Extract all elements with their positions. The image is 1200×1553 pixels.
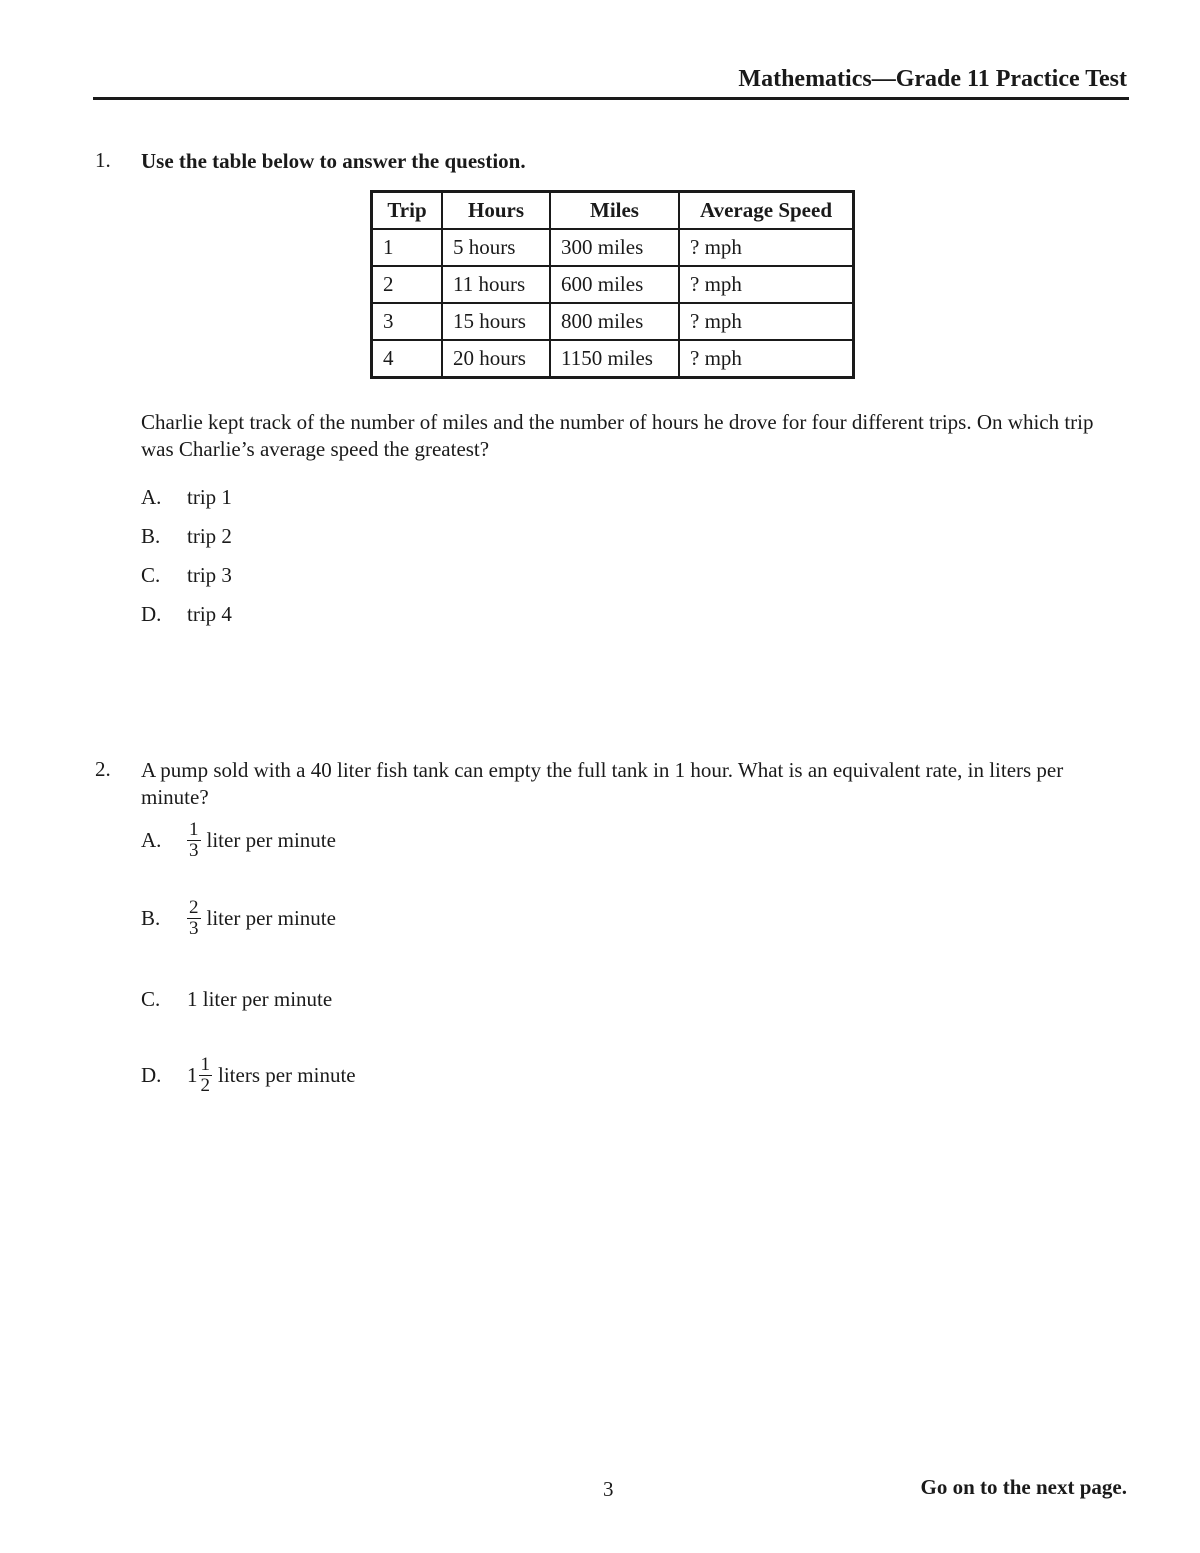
- question-2-option-b[interactable]: [141, 898, 336, 939]
- fraction-denominator: 3: [189, 840, 199, 861]
- table-header-hours: Hours: [442, 192, 550, 230]
- page-number: 3: [603, 1477, 614, 1501]
- fraction-numerator: 1: [200, 1054, 210, 1075]
- mixed-number-whole: 1: [187, 1063, 198, 1087]
- option-text: trip 4: [187, 602, 232, 626]
- question-1-option-a[interactable]: [141, 485, 232, 510]
- table-cell: 300 miles: [550, 229, 679, 266]
- option-letter: B.: [141, 906, 161, 930]
- table-cell: ? mph: [679, 340, 854, 378]
- table-cell: 20 hours: [442, 340, 550, 378]
- question-2-option-d[interactable]: [141, 1055, 356, 1096]
- fraction-numerator: 2: [189, 897, 199, 918]
- table-cell: 11 hours: [442, 266, 550, 303]
- fraction-denominator: 2: [200, 1075, 210, 1096]
- fraction: [199, 1055, 213, 1096]
- header-rule: [93, 97, 1129, 100]
- table-cell: 800 miles: [550, 303, 679, 340]
- footer-next-page-note: Go on to the next page.: [920, 1475, 1127, 1499]
- table-cell: 4: [372, 340, 443, 378]
- page-header-title: Mathematics—Grade 11 Practice Test: [738, 66, 1127, 92]
- option-text: liter per minute: [206, 906, 336, 930]
- option-letter: C.: [141, 563, 161, 587]
- option-letter: D.: [141, 602, 162, 626]
- table-row: [372, 303, 854, 340]
- table-cell: 2: [372, 266, 443, 303]
- question-1-option-d[interactable]: [141, 602, 232, 627]
- question-2-number: 2.: [95, 757, 111, 781]
- option-letter: D.: [141, 1063, 162, 1087]
- option-text: liter per minute: [206, 828, 336, 852]
- option-text: trip 3: [187, 563, 232, 587]
- question-1-option-b[interactable]: [141, 524, 232, 549]
- table-cell: 600 miles: [550, 266, 679, 303]
- option-text: trip 1: [187, 485, 232, 509]
- table-header-average-speed: Average Speed: [679, 192, 854, 230]
- fraction: [187, 898, 201, 939]
- table-cell: 5 hours: [442, 229, 550, 266]
- table-cell: 15 hours: [442, 303, 550, 340]
- table-row: [372, 229, 854, 266]
- table-header-row: [372, 192, 854, 230]
- question-1-number: 1.: [95, 148, 111, 172]
- option-letter: C.: [141, 987, 161, 1011]
- question-1-instruction: Use the table below to answer the question.: [141, 149, 526, 173]
- table-cell: 1150 miles: [550, 340, 679, 378]
- table-cell: ? mph: [679, 229, 854, 266]
- question-2-stem: A pump sold with a 40 liter fish tank can empty the full tank in 1 hour. What is an equivalent rate, in liters per minute?: [141, 758, 1064, 809]
- option-text: trip 2: [187, 524, 232, 548]
- option-letter: B.: [141, 524, 161, 548]
- option-text: 1 liter per minute: [187, 987, 333, 1011]
- table-header-trip: Trip: [372, 192, 443, 230]
- trips-table: [370, 190, 855, 379]
- table-cell: 1: [372, 229, 443, 266]
- table-row: [372, 266, 854, 303]
- question-1-option-c[interactable]: [141, 563, 232, 588]
- fraction: [187, 820, 201, 861]
- option-letter: A.: [141, 828, 162, 852]
- fraction-denominator: 3: [189, 918, 199, 939]
- fraction-numerator: 1: [189, 819, 199, 840]
- question-1-stem: Charlie kept track of the number of miles and the number of hours he drove for four different trips. On which trip was Charlie’s average speed the greatest?: [141, 410, 1094, 461]
- table-cell: ? mph: [679, 303, 854, 340]
- question-2-option-c[interactable]: [141, 987, 332, 1012]
- table-cell: 3: [372, 303, 443, 340]
- table-row: [372, 340, 854, 378]
- option-text: liters per minute: [218, 1063, 356, 1087]
- question-2-option-a[interactable]: [141, 820, 336, 861]
- table-cell: ? mph: [679, 266, 854, 303]
- table-header-miles: Miles: [550, 192, 679, 230]
- option-letter: A.: [141, 485, 162, 509]
